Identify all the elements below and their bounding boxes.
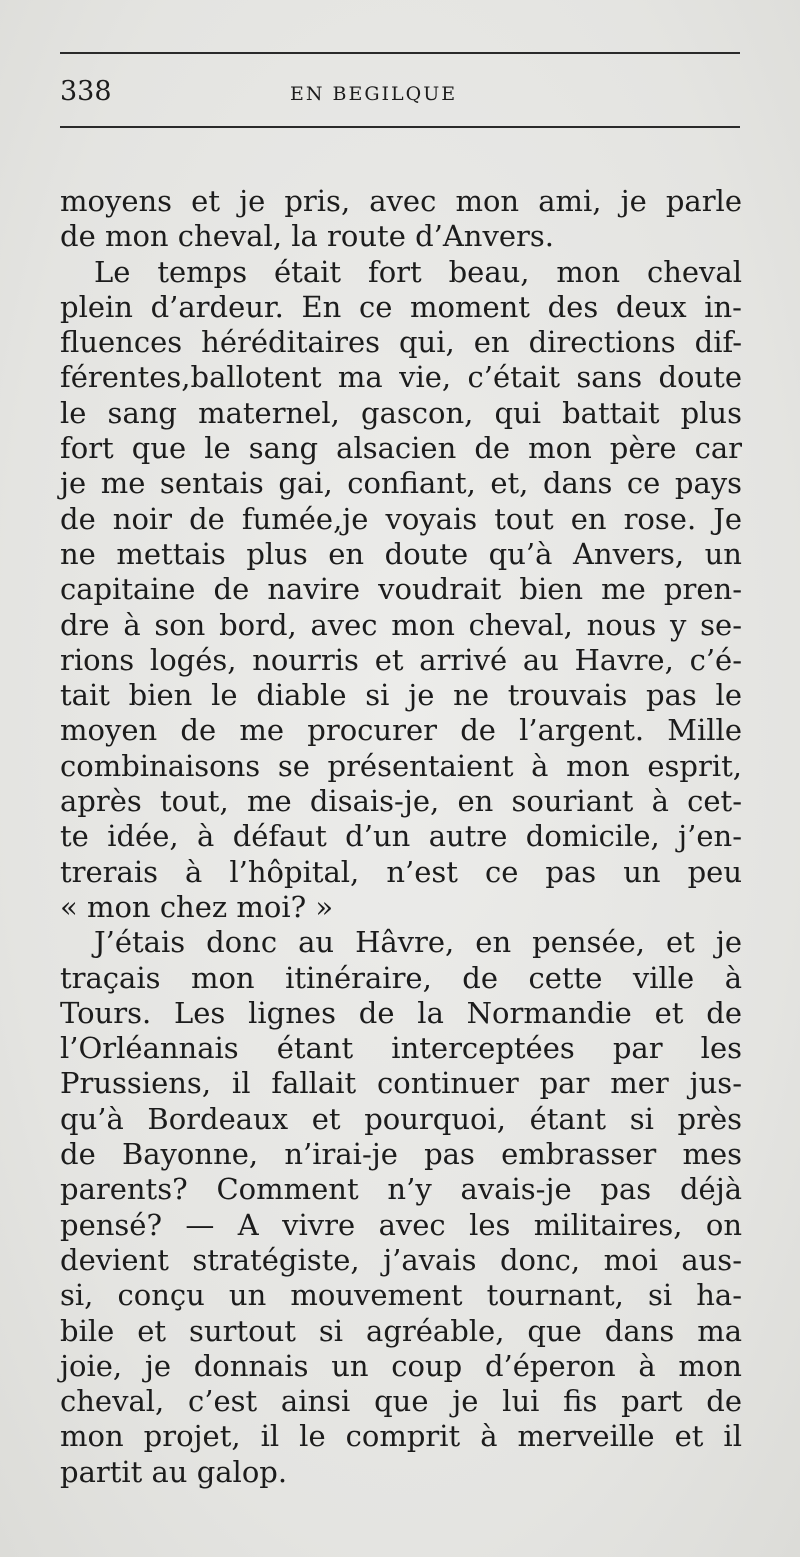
body-text [60, 184, 742, 1490]
text-line: Prussiens, il fallait continuer par mer jus- [60, 1066, 742, 1101]
text-line: rions logés, nourris et arrivé au Havre, c’é- [60, 642, 742, 677]
text-line: après tout, me disais-je, en souriant à cet- [60, 784, 742, 819]
text-line: pensé? — A vivre avec les militaires, on [60, 1207, 742, 1242]
text-line: parents? Comment n’y avais-je pas déjà [60, 1172, 742, 1207]
text-line: partit au galop. [60, 1454, 288, 1489]
text-line: traçais mon itinéraire, de cette ville à [60, 960, 742, 995]
text-line: J’étais donc au Hâvre, en pensée, et je [94, 925, 742, 960]
text-line: Le temps était fort beau, mon cheval [94, 254, 742, 289]
text-line: moyens et je pris, avec mon ami, je parle [60, 184, 742, 218]
page-number: 338 [60, 76, 112, 107]
header-top-rule [60, 52, 740, 54]
running-head: EN BEGILQUE [290, 83, 458, 105]
text-line: si, conçu un mouvement tournant, si ha- [60, 1278, 742, 1313]
text-line: fort que le sang alsacien de mon père car [60, 431, 742, 466]
text-line: plein d’ardeur. En ce moment des deux in- [60, 289, 742, 324]
text-line: férentes,ballotent ma vie, c’était sans doute [60, 360, 742, 395]
text-line: trerais à l’hôpital, n’est ce pas un peu [60, 854, 742, 889]
text-line: qu’à Bordeaux et pourquoi, étant si près [60, 1101, 742, 1136]
text-line: ne mettais plus en doute qu’à Anvers, un [60, 536, 742, 571]
text-line: Tours. Les lignes de la Normandie et de [60, 995, 742, 1030]
header-bottom-rule [60, 126, 740, 128]
text-line: moyen de me procurer de l’argent. Mille [60, 713, 742, 748]
text-line: joie, je donnais un coup d’éperon à mon [60, 1348, 742, 1383]
text-line: bile et surtout si agréable, que dans ma [60, 1313, 742, 1348]
text-line: te idée, à défaut d’un autre domicile, j’en- [60, 819, 742, 854]
text-line: fluences héréditaires qui, en directions dif- [60, 325, 742, 360]
page-header [60, 72, 740, 112]
text-line: capitaine de navire voudrait bien me pren- [60, 572, 742, 607]
text-line: dre à son bord, avec mon cheval, nous y se- [60, 607, 742, 642]
text-line: mon projet, il le comprit à merveille et il [60, 1419, 742, 1454]
text-line: l’Orléannais étant interceptées par les [60, 1031, 742, 1066]
text-line: le sang maternel, gascon, qui battait plus [60, 395, 742, 430]
text-line: combinaisons se présentaient à mon esprit, [60, 748, 742, 783]
text-line: cheval, c’est ainsi que je lui fis part de [60, 1384, 742, 1419]
text-line: devient stratégiste, j’avais donc, moi aus- [60, 1242, 742, 1277]
text-line: de noir de fumée,je voyais tout en rose. Je [60, 501, 742, 536]
text-line: de Bayonne, n’irai-je pas embrasser mes [60, 1137, 742, 1172]
text-line: je me sentais gai, confiant, et, dans ce pays [60, 466, 742, 501]
text-line: de mon cheval, la route d’Anvers. [60, 219, 554, 254]
text-line: « mon chez moi? » [60, 889, 334, 924]
text-line: tait bien le diable si je ne trouvais pas le [60, 678, 742, 713]
